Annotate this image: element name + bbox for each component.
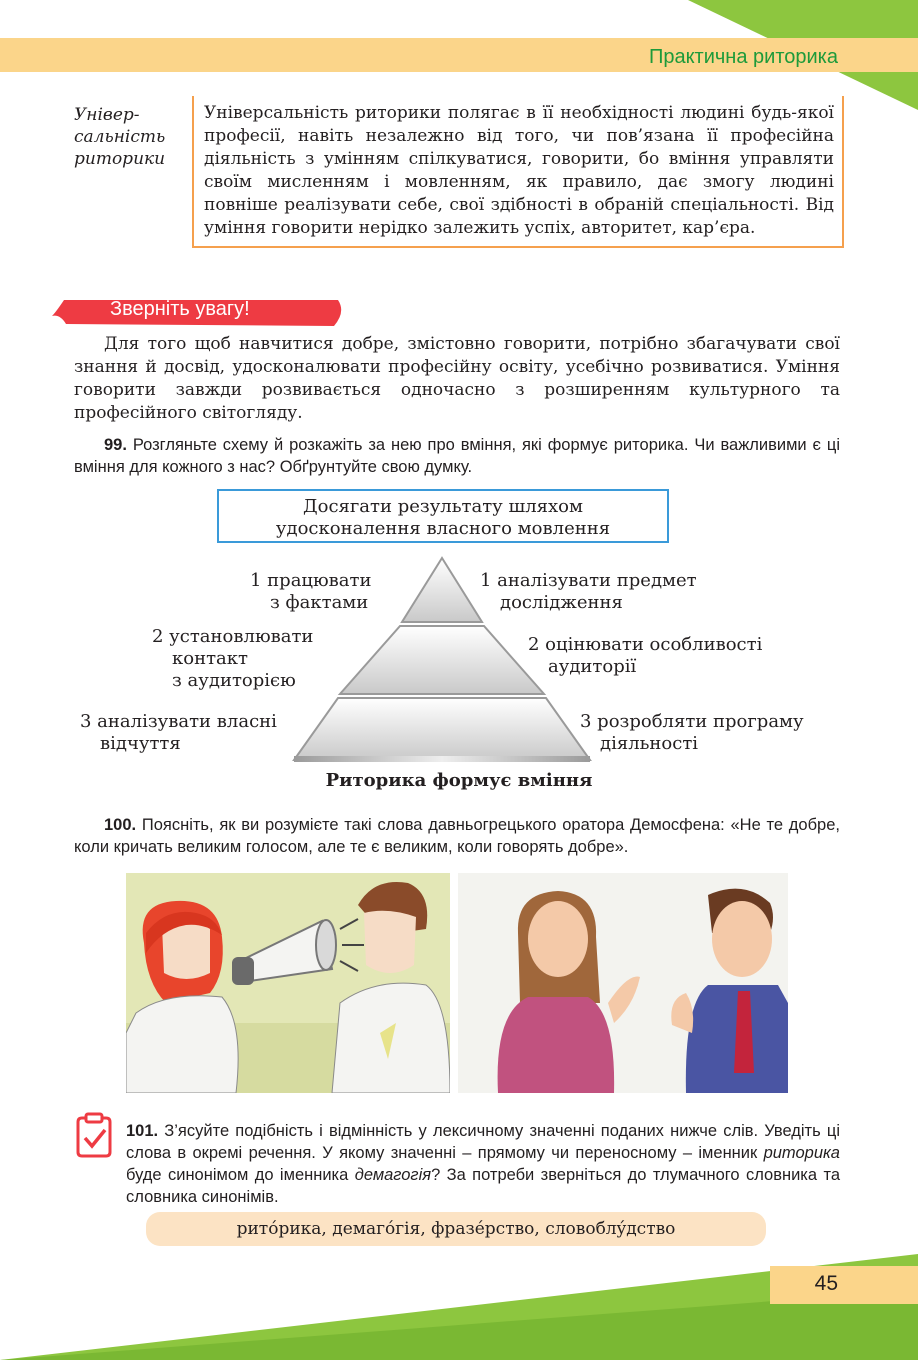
scheme-label-line: з фактами (270, 592, 369, 613)
attention-label: Зверніть увагу! (110, 298, 250, 320)
scheme-right-3 (580, 711, 804, 755)
scheme-label-line: 2 оцінювати особливості (528, 634, 763, 655)
scheme-caption: Риторика формує вміння (325, 770, 593, 791)
definition-term-line: сальність (74, 127, 166, 147)
task-text: З’ясуйте подібність і відмінність у лексичному значенні поданих нижче слів. Уведіть ці слова в окремі речення. У якому значенні – прямому чи переносному – іменник (126, 1122, 840, 1162)
scheme-left-1 (250, 570, 372, 614)
page-number: 45 (814, 1272, 838, 1295)
task-100 (74, 814, 840, 858)
task-text: буде синонімом до іменника (126, 1166, 355, 1184)
scheme-goal-box (217, 489, 669, 543)
scheme-label-line: дослідження (500, 592, 623, 613)
scheme-right-2 (528, 634, 762, 678)
conversation-illustration (458, 873, 788, 1093)
task-text: Поясніть, як ви розумієте такі слова давньогрецького оратора Демосфена: «Не те добре, коли кричать великим голосом, але те є великим, коли говорять добре». (74, 816, 840, 856)
goal-line: Досягати результату шляхом (302, 496, 584, 517)
goal-line: удосконалення власного мовлення (275, 518, 611, 539)
scheme-label-line: з аудиторією (172, 670, 296, 691)
scheme-left-3 (80, 711, 277, 755)
attention-text: Для того щоб навчитися добре, змістовно говорити, потрібно збагачувати свої знання й досвід, удосконалювати професійну освіту, усебічно розвиватися. Уміння говорити завжди розвивається одночасно з розширенням культурного та професійного світогляду. (74, 334, 840, 423)
task-term: риторика (763, 1144, 840, 1162)
definition-box: Універсальність риторики полягає в її необхідності людині будь-якої професії, навіть незалежно від того, чи пов’язана її професійна діяльність з умінням спілкуватися, говорити, бо вміння управляти своїм мисленням і мовленням, як правило, дає змогу людині повніше реалізувати себе, свої здібності в обраній спеціальності. Від уміння говорити нерідко залежить успіх, авторитет, кар’єра. (192, 96, 844, 248)
definition-term (74, 104, 186, 170)
task-text: ? За потреби зверніться до тлумачного словника та словника синонімів. (126, 1166, 840, 1206)
scheme-label-line: 3 аналізувати власні (80, 711, 277, 732)
scheme-label-line: 3 розробляти програму (580, 711, 804, 732)
megaphone-illustration (126, 873, 450, 1093)
section-title: Практична риторика (648, 46, 838, 68)
task-99 (74, 434, 840, 478)
task-text: Розгляньте схему й розкажіть за нею про вміння, які формує риторика. Чи важливими є ці вміння для кожного з нас? Обґрунтуйте свою думку. (74, 436, 840, 476)
scheme-label-line: 1 працювати (250, 570, 372, 591)
task-number: 101. (126, 1122, 159, 1140)
task-number: 100. (104, 816, 137, 834)
scheme-label-line: 2 установлювати (152, 626, 314, 647)
word-list-box: ритóрика, демагóгія, фразéрство, словоблýдство (146, 1212, 766, 1246)
task-number: 99. (104, 436, 127, 454)
scheme-label-line: діяльності (600, 733, 699, 754)
scheme-label-line: 1 аналізувати предмет (480, 570, 697, 591)
task-101 (74, 1120, 840, 1208)
scheme-label-line: контакт (172, 648, 248, 669)
scheme-left-2 (152, 626, 313, 692)
page-number-band (770, 1266, 918, 1304)
scheme-label-line: відчуття (100, 733, 181, 754)
definition-term-line: риторики (74, 149, 166, 169)
scheme-right-1 (480, 570, 697, 614)
definition-term-line: Універ- (74, 105, 140, 125)
scheme-label-line: аудиторії (548, 656, 637, 677)
task-term: демагогія (354, 1166, 432, 1184)
